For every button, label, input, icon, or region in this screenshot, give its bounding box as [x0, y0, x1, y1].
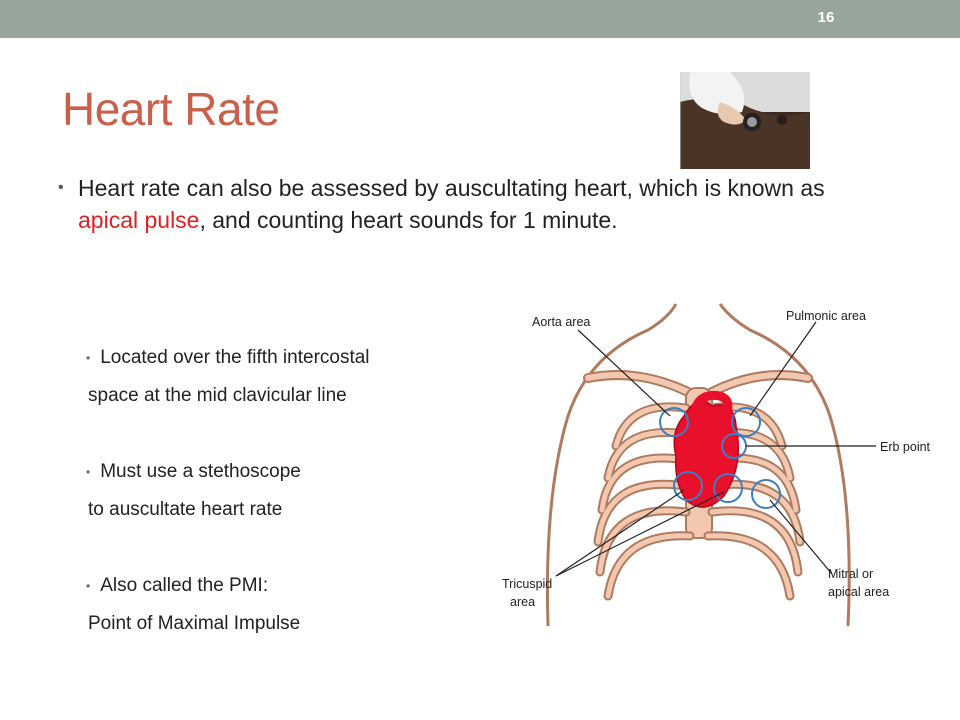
sub-bullet-3: [86, 567, 268, 605]
bullet-dot: •: [58, 179, 64, 196]
main-bullet-text-after: , and counting heart sounds for 1 minute.: [199, 207, 618, 233]
apical-pulse-highlight: apical pulse: [78, 207, 200, 233]
label-erb-point: Erb point: [880, 440, 931, 454]
sub-bullet-1: [86, 339, 370, 377]
heart: [674, 401, 738, 507]
label-pulmonic-area: Pulmonic area: [786, 309, 866, 323]
sub-bullet-3-continuation: Point of Maximal Impulse: [88, 613, 301, 634]
main-bullet: [58, 172, 858, 236]
label-mitral-2: apical area: [828, 585, 890, 599]
bullet-dot: •: [86, 579, 91, 593]
label-tricuspid-1: Tricuspid: [502, 577, 553, 591]
label-aorta-area: Aorta area: [532, 315, 591, 329]
stethoscope-photo: [680, 72, 810, 169]
sub-bullet-2-continuation: to auscultate heart rate: [88, 499, 283, 520]
slide-number: 16: [817, 9, 835, 26]
label-mitral-1: Mitral or: [828, 567, 874, 581]
slide-title: Heart Rate: [62, 83, 280, 135]
main-bullet-text-before: Heart rate can also be assessed by auscultating heart, which is known as: [78, 175, 825, 201]
sub-bullet-3-line1: Also called the PMI:: [100, 575, 269, 597]
main-bullet-text: [58, 172, 858, 236]
label-tricuspid-2: area: [510, 595, 536, 609]
bullet-dot: •: [86, 465, 91, 479]
sub-bullet-2: [86, 453, 301, 491]
sub-bullet-1-line1: Located over the fifth intercostal: [100, 347, 370, 369]
bullet-dot: •: [86, 351, 91, 365]
heart-auscultation-diagram: [498, 296, 958, 626]
sub-bullet-1-continuation: space at the mid clavicular line: [88, 385, 347, 406]
sub-bullet-2-line1: Must use a stethoscope: [100, 461, 301, 483]
